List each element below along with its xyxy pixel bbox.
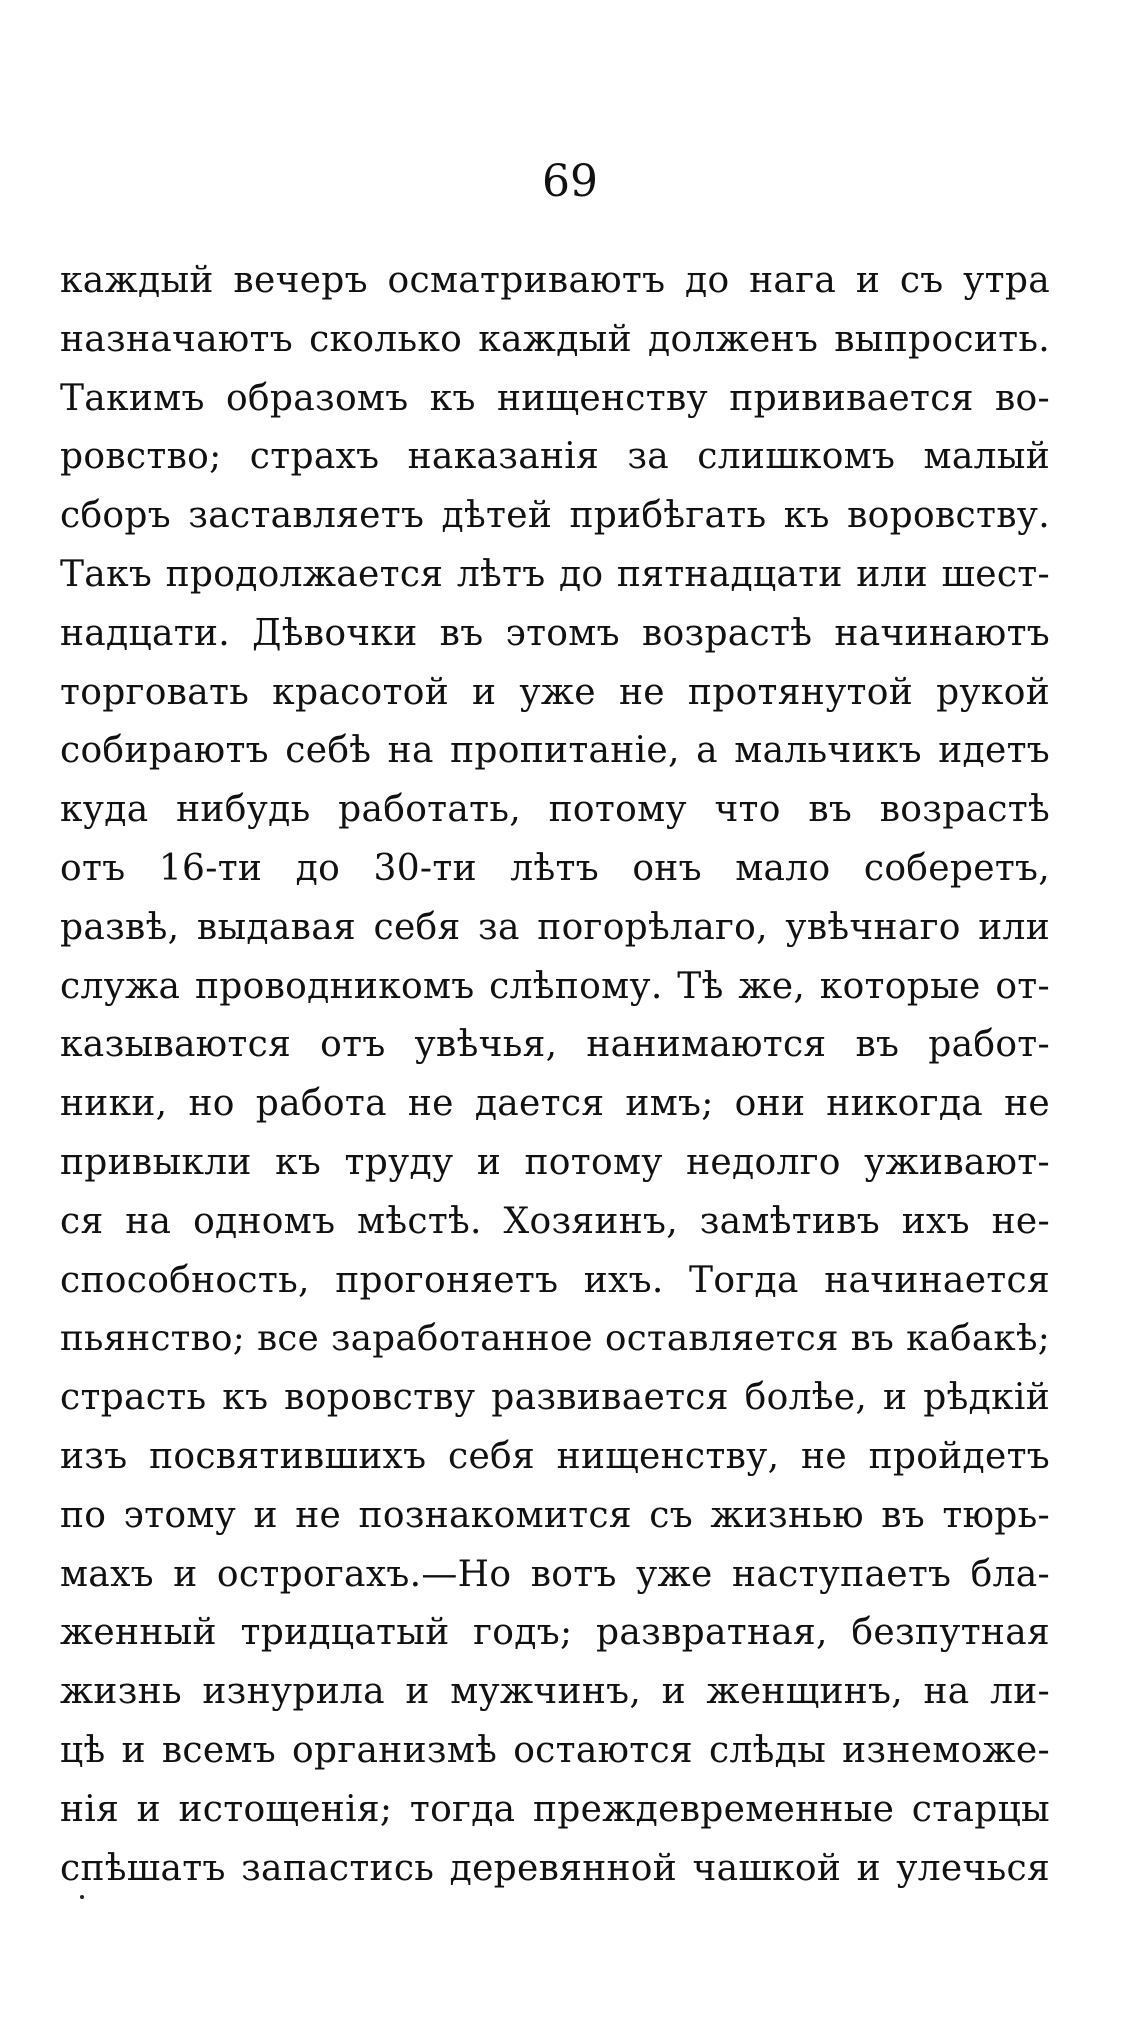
text-line: страсть къ воровству развивается болѣе, и рѣдкій [60,1377,1050,1419]
text-line: каждый вечеръ осматриваютъ до нага и съ утра [60,260,1050,301]
text-line: ники, но работа не дается имъ; они никогда не [60,1083,1050,1125]
text-line: казываются отъ увѣчья, нанимаются въ работ- [60,1024,1050,1066]
text-line: нія и истощенія; тогда преждевременные старцы [60,1788,1050,1830]
text-line: жизнь изнурила и мужчинъ, и женщинъ, на ли- [60,1671,1050,1713]
text-line: изъ посвятившихъ себя нищенству, не пройдетъ [60,1435,1050,1477]
text-line: привыкли къ труду и потому недолго уживают- [60,1141,1050,1183]
text-line: цѣ и всемъ организмѣ остаются слѣды изнеможе- [60,1729,1050,1771]
text-line: назначаютъ сколько каждый долженъ выпросить. [60,318,1050,360]
text-line: собираютъ себѣ на пропитаніе, а мальчикъ идетъ [60,730,1050,772]
body-text [60,252,1050,1898]
text-line: Такъ продолжается лѣтъ до пятнадцати или шест- [60,553,1050,595]
text-line: махъ и острогахъ.—Но вотъ уже наступаетъ бла- [60,1553,1050,1595]
text-line: спѣшатъ запастись деревянной чашкой и улечься [60,1847,1050,1889]
text-line: надцати. Дѣвочки въ этомъ возрастѣ начинаютъ [60,612,1050,654]
text-line: ся на одномъ мѣстѣ. Хозяинъ, замѣтивъ ихъ не- [60,1200,1050,1242]
text-line: торговать красотой и уже не протянутой рукой [60,671,1050,713]
text-line: служа проводникомъ слѣпому. Тѣ же, которые от- [60,965,1050,1007]
text-line: ровство; страхъ наказанія за слишкомъ малый [60,436,1050,478]
text-line: по этому и не познакомится съ жизнью въ тюрь- [60,1494,1050,1536]
ink-speck [80,1895,84,1899]
text-line: пьянство; все заработанное оставляется въ кабакѣ; [60,1318,1050,1360]
text-line: женный тридцатый годъ; развратная, безпутная [60,1612,1050,1654]
text-line: развѣ, выдавая себя за погорѣлаго, увѣчнаго или [60,906,1050,948]
text-line: Такимъ образомъ къ нищенству прививается во- [60,377,1050,419]
text-line: способность, прогоняетъ ихъ. Тогда начинается [60,1259,1050,1301]
text-line: отъ 16-ти до 30-ти лѣтъ онъ мало соберетъ, [60,847,1050,889]
text-line: куда нибудь работать, потому что въ возрастѣ [60,789,1050,831]
page-number: 69 [542,156,598,207]
text-line: сборъ заставляетъ дѣтей прибѣгать къ воровству. [60,495,1050,537]
